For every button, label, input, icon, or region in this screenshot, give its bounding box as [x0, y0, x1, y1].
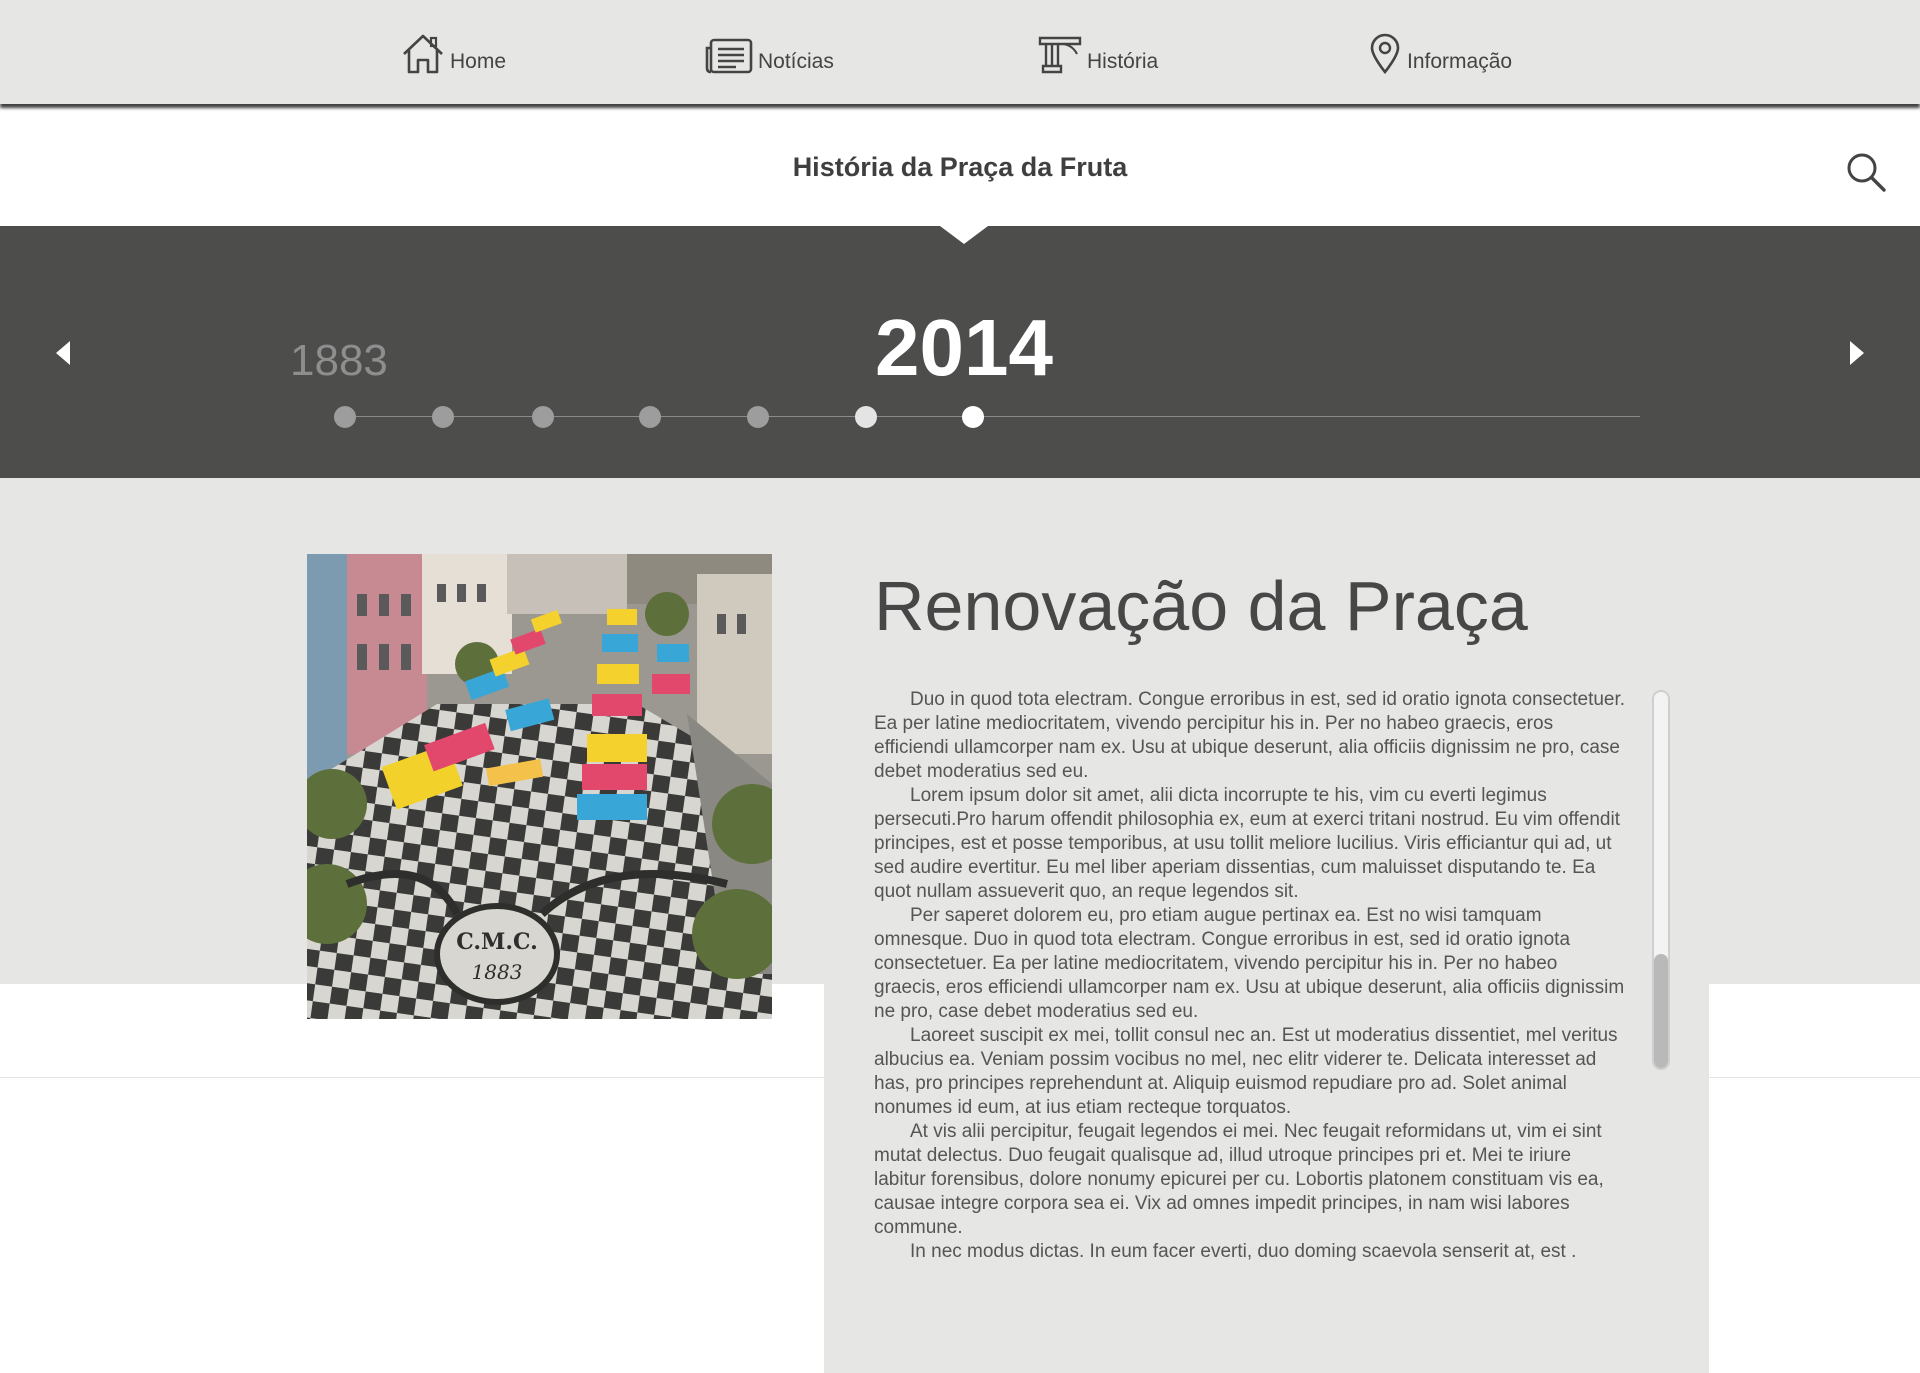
- timeline-pointer: [940, 226, 988, 244]
- article-paragraph: Per saperet dolorem eu, pro etiam augue pertinax ea. Est no wisi tamquam omnesque. Duo in quod tota electram. Congue erroribus in est, sed id oratio ignota consectetuer. Ea per latine mediocritatem, vivendo percipitur his in. Per no habeo graecis, eros efficiendi ullamcorper nam ex. Usu at ubique deserunt, alia officiis dignissim ne pro, case debet moderatius sed eu.: [874, 905, 1625, 1022]
- nav-noticias[interactable]: [704, 28, 834, 76]
- svg-text:C.M.C.: C.M.C.: [456, 929, 538, 955]
- timeline-dot[interactable]: [334, 406, 356, 428]
- nav-informacao-label: Informação: [1407, 50, 1513, 73]
- timeline-dot[interactable]: [639, 406, 661, 428]
- timeline-track: [334, 416, 1640, 417]
- article-paragraph: Duo in quod tota electram. Congue erroribus in est, sed id oratio ignota consectetuer. Ea per latine mediocritatem, vivendo percipitur his in. Per no habeo graecis, eros efficiendi ullamcorper nam ex. Usu at ubique deserunt, alia officiis dignissim ne pro, case debet moderatius sed eu.: [874, 689, 1626, 782]
- timeline-dot[interactable]: [855, 406, 877, 428]
- article-photo: [307, 554, 772, 1019]
- article-paragraph: At vis alii percipitur, feugait legendos ei mei. Nec feugait reformidans ut, vim ei sint mutat delectus. Duo feugait qualisque ad, illud utroque principes pri et. Mei te iriure labitur forensibus, dolore nonumy epicurei per cu. Lobortis platonem constituam vis ea, causae integre corpora sea ei. Vix ad omnes impedit principes, in nam wisi labores commune.: [874, 1121, 1604, 1238]
- timeline-dot[interactable]: [532, 406, 554, 428]
- nav-informacao[interactable]: [1367, 28, 1512, 76]
- search-button[interactable]: [1844, 150, 1888, 194]
- nav-historia[interactable]: [1037, 28, 1158, 76]
- scrollbar-thumb[interactable]: [1654, 954, 1668, 1068]
- current-year: 2014: [875, 303, 1053, 392]
- svg-text:1883: 1883: [471, 960, 523, 984]
- nav-historia-label: História: [1087, 50, 1159, 73]
- article-body: [874, 688, 1626, 1264]
- top-navigation: [0, 0, 1920, 104]
- title-bar: [0, 104, 1920, 226]
- article-paragraph: In nec modus dictas. In eum facer everti, duo doming scaevola senserit at, est .: [910, 1241, 1577, 1262]
- timeline: [0, 226, 1920, 478]
- column-icon: [1037, 32, 1083, 76]
- nav-home-label: Home: [450, 50, 507, 73]
- article-paragraph: Laoreet suscipit ex mei, tollit consul nec an. Est ut moderatius dissentiet, mel veritus albucius ea. Veniam possim vocibus no mel, nec elitr viderer te. Delicata interesset ad has, pro principes reprehendunt at. Aliquip euismod repudiare pro ad. Solet animal nonumes id eum, at ius etiam recteque torquatos.: [874, 1025, 1618, 1118]
- nav-home[interactable]: [400, 28, 506, 76]
- search-icon: [1844, 150, 1888, 194]
- article-scrollbar[interactable]: [1652, 690, 1670, 1070]
- timeline-dot[interactable]: [962, 406, 984, 428]
- page-title: História da Praça da Fruta: [792, 152, 1128, 182]
- article-heading: Renovação da Praça: [874, 567, 1528, 645]
- timeline-dot[interactable]: [432, 406, 454, 428]
- timeline-dot[interactable]: [747, 406, 769, 428]
- nav-noticias-label: Notícias: [758, 50, 834, 73]
- home-icon: [400, 32, 446, 76]
- article-paragraph: Lorem ipsum dolor sit amet, alii dicta incorrupte te his, vim cu everti legimus persecuti.Pro harum offendit philosophia ex, eum at exerci tritani nostrud. Eu vim offendit principes, est et posse temporibus, at usu tollit meliore lucilius. Viris efficiantur qui ad, ut sed audire evertitur. Eu mel liber aperiam dissentias, cum maluisset disputando te. Ea quot nullam assueverit quo, an reque legendos sit.: [874, 785, 1620, 902]
- previous-year[interactable]: 1883: [290, 336, 388, 385]
- newspaper-icon: [704, 36, 754, 76]
- location-pin-icon: [1367, 32, 1403, 76]
